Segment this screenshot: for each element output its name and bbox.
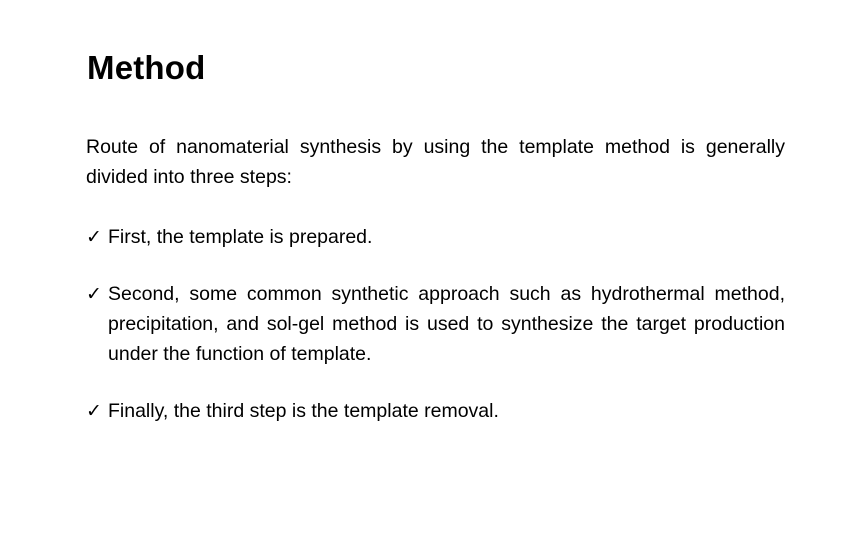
step-text: Finally, the third step is the template removal. bbox=[108, 400, 499, 422]
step-text: First, the template is prepared. bbox=[108, 226, 373, 248]
list-item bbox=[86, 279, 785, 369]
check-mark-icon: ✓ bbox=[86, 283, 102, 305]
slide-title: Method bbox=[87, 49, 206, 86]
steps-list bbox=[86, 222, 785, 426]
check-mark-icon: ✓ bbox=[86, 400, 102, 422]
step-text: Second, some common synthetic approach such as hydrothermal method, precipitation, and sol-gel method is used to synthesize the target production under the function of template. bbox=[108, 283, 785, 365]
intro-paragraph: Route of nanomaterial synthesis by using the template method is generally divided into three steps: bbox=[86, 136, 785, 188]
check-mark-icon: ✓ bbox=[86, 226, 102, 248]
list-item bbox=[86, 396, 785, 426]
list-item bbox=[86, 222, 785, 252]
